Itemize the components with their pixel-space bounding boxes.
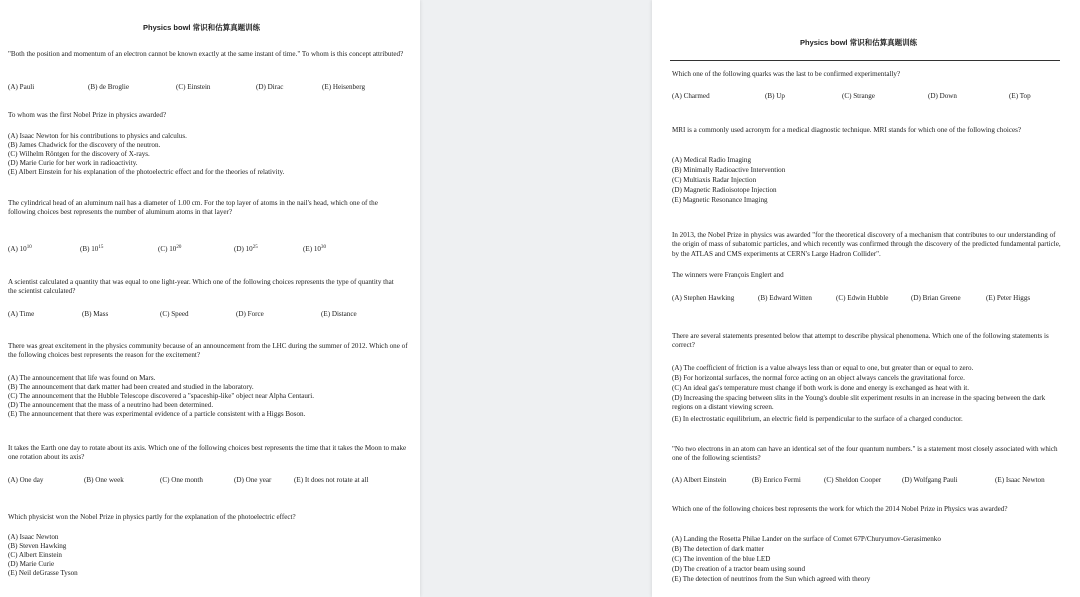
answer-option: (B) Enrico Fermi	[752, 476, 801, 484]
answer-option: (D) $10^{25}$	[234, 245, 258, 253]
answer-option: (D) One year	[234, 476, 272, 484]
answer-option: (B) Up	[765, 92, 785, 100]
question-stem: Which physicist won the Nobel Prize in physics partly for the explanation of the photoelectric effect?	[8, 513, 296, 521]
answer-option: (C) Edwin Hubble	[836, 294, 889, 302]
answer-option: (D) The announcement that the mass of a neutrino had been determined.	[8, 401, 214, 409]
answer-option: (A) Albert Einstein	[672, 476, 727, 484]
page-header: Physics bowl 常识和估算真题训练	[143, 23, 261, 32]
answer-option: (C) Multiaxis Radar Injection	[672, 176, 757, 184]
answer-option: (D) The creation of a tractor beam using sound	[672, 565, 806, 573]
question-stem: The cylindrical head of an aluminum nail has a diameter of 1.00 cm. For the top layer of atoms in the nail's head, which one of the following choices best represents the number of aluminum atoms in that layer?	[8, 199, 378, 217]
answer-option: (D) Marie Curie	[8, 560, 55, 568]
answer-option: (A) Stephen Hawking	[672, 294, 735, 302]
answer-option: (A) The announcement that life was found on Mars.	[8, 374, 156, 382]
page-header: Physics bowl 常识和估算真题训练	[800, 38, 918, 47]
answer-option: (B) Minimally Radioactive Intervention	[672, 166, 786, 174]
answer-option: (C) $10^{20}$	[158, 245, 182, 253]
question-stem: MRI is a commonly used acronym for a medical diagnostic technique. MRI stands for which one of the following choices?	[672, 126, 1022, 134]
worksheet-page-right	[652, 0, 1080, 597]
answer-option: (D) Down	[928, 92, 957, 100]
answer-option: (E) Isaac Newton	[995, 476, 1045, 484]
question-stem: In 2013, the Nobel Prize in physics was awarded "for the theoretical discovery of a mechanism that contributes to our understanding of the origin of mass of subatomic particles, and which recently was confirmed through the discovery of the predicted fundamental particle, by the ATLAS and CMS experiments at CERN's Large Hadron Collider".	[672, 231, 1061, 258]
answer-option: (C) Sheldon Cooper	[824, 476, 882, 484]
answer-option: (D) Magnetic Radioisotope Injection	[672, 186, 777, 194]
worksheet-page-left	[0, 0, 420, 597]
answer-option: (B) The announcement that dark matter had been created and studied in the laboratory.	[8, 383, 254, 391]
answer-option: (D) Brian Greene	[911, 294, 961, 302]
answer-option: (E) The announcement that there was experimental evidence of a particle consistent with a Higgs Boson.	[8, 410, 306, 418]
answer-option: (B) For horizontal surfaces, the normal force acting on an object always cancels the gravitational force.	[672, 374, 965, 382]
answer-option: (C) Albert Einstein	[8, 551, 62, 559]
answer-option: (C) One month	[160, 476, 203, 484]
answer-option: (E) Albert Einstein for his explanation of the photoelectric effect and for the theories of relativity.	[8, 168, 285, 176]
answer-option: (B) One week	[84, 476, 124, 484]
answer-option: (B) de Broglie	[88, 83, 129, 91]
answer-option: (A) Landing the Rosetta Philae Lander on the surface of Comet 67P/Churyumov-Gerasimenko	[672, 535, 941, 543]
question-stem: There are several statements presented below that attempt to describe physical phenomena. Which one of the following statements is correct?	[672, 332, 1049, 350]
question-stem: "No two electrons in an atom can have an identical set of the four quantum numbers." is a statement most closely associated with which one of the following scientists?	[672, 445, 1058, 463]
answer-option: (D) Marie Curie for her work in radioactivity.	[8, 159, 138, 167]
question-stem: A scientist calculated a quantity that was equal to one light-year. Which one of the following choices represents the type of quantity that the scientist calculated?	[8, 278, 394, 296]
header-rule	[670, 60, 1060, 61]
answer-option: (B) Mass	[82, 310, 109, 318]
answer-option: (B) The detection of dark matter	[672, 545, 764, 553]
question-stem: Which one of the following quarks was the last to be confirmed experimentally?	[672, 70, 901, 78]
answer-option: (D) Force	[236, 310, 264, 318]
answer-option: (C) Strange	[842, 92, 875, 100]
answer-option: (C) The announcement that the Hubble Telescope discovered a "spaceship-like" object near Alpha Centauri.	[8, 392, 315, 400]
answer-option: (E) Heisenberg	[322, 83, 366, 91]
answer-option: (E) Peter Higgs	[986, 294, 1031, 302]
answer-option: (E) Magnetic Resonance Imaging	[672, 196, 768, 204]
answer-option: (B) Steven Hawking	[8, 542, 67, 550]
answer-option: (D) Dirac	[256, 83, 284, 91]
question-stem-continuation: The winners were François Englert and	[672, 271, 784, 279]
answer-option: (C) Speed	[160, 310, 189, 318]
question-stem: To whom was the first Nobel Prize in physics awarded?	[8, 111, 167, 119]
answer-option: (A) Charmed	[672, 92, 710, 100]
answer-option: (E) Neil deGrasse Tyson	[8, 569, 78, 577]
question-stem: There was great excitement in the physics community because of an announcement from the LHC during the summer of 2012. Which one of the following choices best represents the reason for the excitement?	[8, 342, 408, 360]
question-stem: Which one of the following choices best represents the work for which the 2014 Nobel Prize in Physics was awarded?	[672, 505, 1008, 513]
answer-option: (E) Distance	[321, 310, 357, 318]
answer-option: (A) One day	[8, 476, 44, 484]
answer-option: (A) Time	[8, 310, 35, 318]
answer-option: (B) $10^{15}$	[80, 245, 104, 253]
answer-option: (B) James Chadwick for the discovery of the neutron.	[8, 141, 161, 149]
question-stem: It takes the Earth one day to rotate about its axis. Which one of the following choices best represents the time that it takes the Moon to make one rotation about its axis?	[8, 444, 407, 462]
answer-option: (A) Isaac Newton	[8, 533, 59, 541]
answer-option: (A) $10^{10}$	[8, 245, 32, 253]
answer-option: (E) $10^{30}$	[303, 245, 326, 253]
answer-option: (C) Wilhelm Röntgen for the discovery of X-rays.	[8, 150, 150, 158]
answer-option: (B) Edward Witten	[758, 294, 812, 302]
answer-option: (A) Pauli	[8, 83, 35, 91]
answer-option: (A) Isaac Newton for his contributions to physics and calculus.	[8, 132, 187, 140]
answer-option: (C) The invention of the blue LED	[672, 555, 771, 563]
answer-option: (A) The coefficient of friction is a value always less than or equal to one, but greater than or equal to zero.	[672, 364, 974, 372]
answer-option: (E) It does not rotate at all	[294, 476, 369, 484]
answer-option: (D) Wolfgang Pauli	[902, 476, 958, 484]
answer-option: (E) The detection of neutrinos from the Sun which agreed with theory	[672, 575, 871, 583]
answer-option: (E) Top	[1009, 92, 1031, 100]
answer-option: (E) In electrostatic equilibrium, an electric field is perpendicular to the surface of a charged conductor.	[672, 415, 963, 423]
answer-option: (C) An ideal gas's temperature must change if both work is done and energy is exchanged as heat with it.	[672, 384, 970, 392]
answer-option: (D) Increasing the spacing between slits in the Young's double slit experiment results in an increase in the spacing between the dark regions on a distant viewing screen.	[672, 394, 1046, 412]
question-stem: "Both the position and momentum of an electron cannot be known exactly at the same instant of time." To whom is this concept attributed?	[8, 50, 404, 58]
answer-option: (C) Einstein	[176, 83, 211, 91]
answer-option: (A) Medical Radio Imaging	[672, 156, 751, 164]
